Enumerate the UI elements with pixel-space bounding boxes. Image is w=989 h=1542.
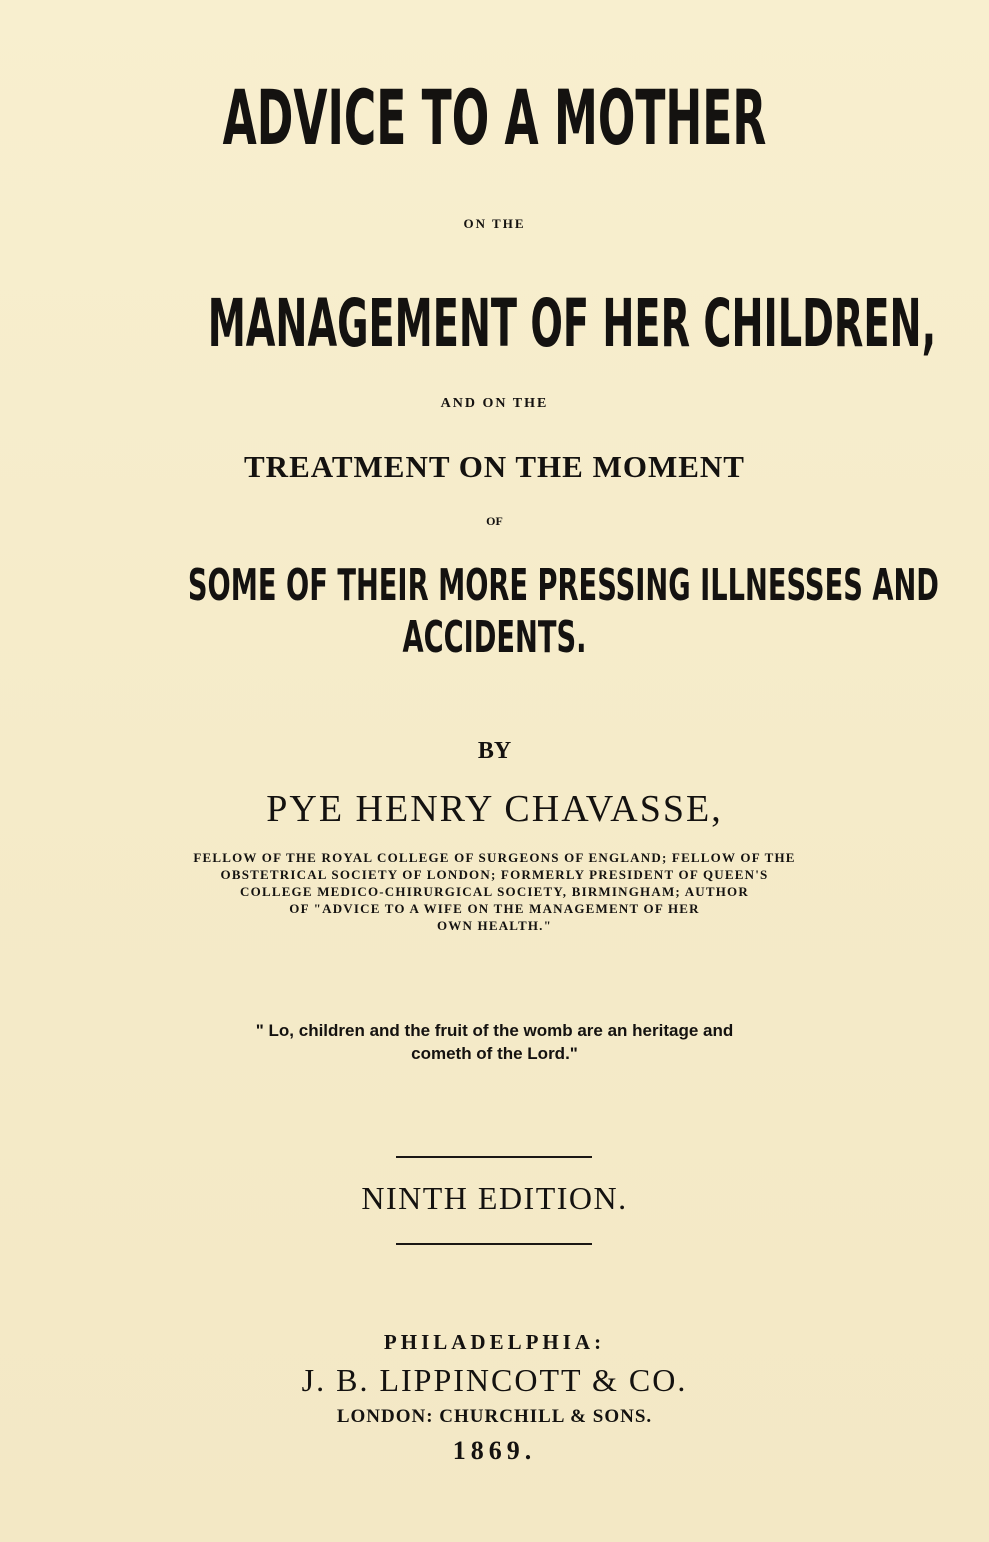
- title-connector-of: OF: [486, 514, 503, 528]
- title-connector-and-on-the: AND ON THE: [440, 396, 549, 411]
- title-connector-on-the: ON THE: [463, 216, 526, 231]
- imprint-year: 1869.: [452, 1436, 537, 1465]
- imprint-city: PHILADELPHIA:: [383, 1330, 606, 1354]
- book-treatment-line: TREATMENT ON THE MOMENT: [244, 449, 745, 484]
- imprint-london: LONDON: CHURCHILL & SONS.: [336, 1406, 653, 1427]
- author-name: PYE HENRY CHAVASSE,: [266, 788, 723, 830]
- credential-line: FELLOW OF THE ROYAL COLLEGE OF SURGEONS OF ENGLAND; FELLOW OF THE: [193, 850, 796, 865]
- edition-label: NINTH EDITION.: [361, 1180, 628, 1216]
- divider-rule-top: [396, 1156, 592, 1158]
- credential-line: COLLEGE MEDICO-CHIRURGICAL SOCIETY, BIRMINGHAM; AUTHOR: [240, 884, 749, 899]
- credential-line: OBSTETRICAL SOCIETY OF LONDON; FORMERLY PRESIDENT OF QUEEN'S: [220, 867, 769, 882]
- book-subject: MANAGEMENT OF HER CHILDREN,: [207, 285, 937, 362]
- credential-line: OF "ADVICE TO A WIFE ON THE MANAGEMENT OF HER: [289, 901, 700, 916]
- divider-rule-bottom: [396, 1243, 592, 1245]
- by-label: BY: [477, 738, 512, 764]
- book-illnesses-line-1: SOME OF THEIR MORE PRESSING ILLNESSES AND: [187, 560, 939, 611]
- epigraph-line: " Lo, children and the fruit of the womb are an heritage and: [255, 1021, 734, 1040]
- credential-line: OWN HEALTH.": [436, 918, 553, 933]
- epigraph-line: cometh of the Lord.": [411, 1044, 578, 1063]
- book-illnesses-line-2: ACCIDENTS.: [402, 612, 587, 663]
- imprint-publisher: J. B. LIPPINCOTT & CO.: [301, 1362, 688, 1398]
- book-title: ADVICE TO A MOTHER: [222, 73, 767, 162]
